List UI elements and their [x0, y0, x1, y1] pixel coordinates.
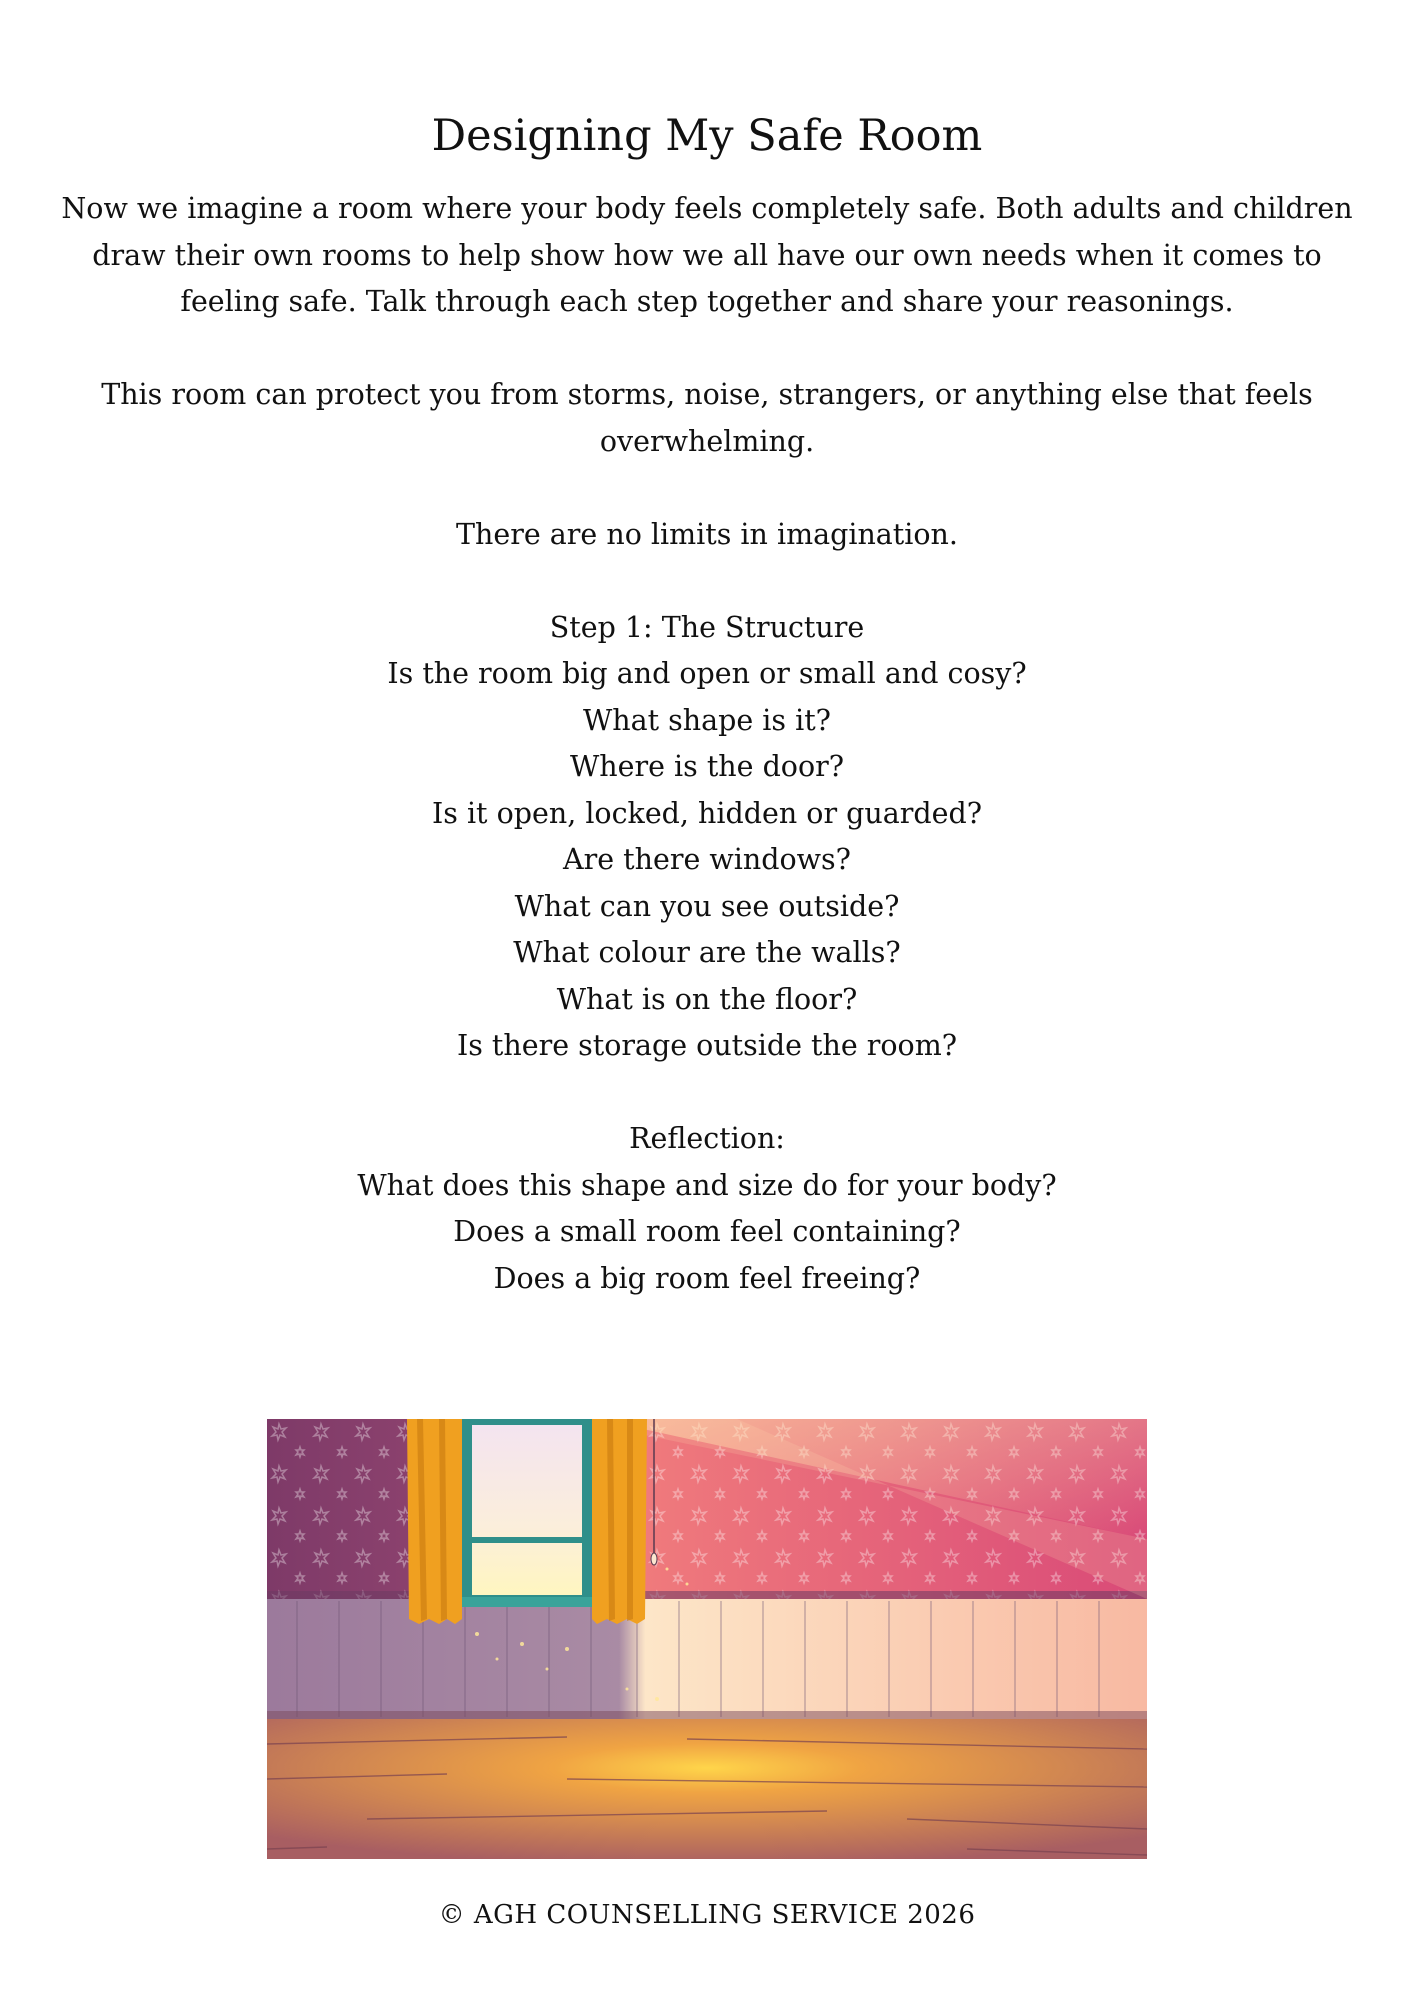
document-body [60, 186, 1354, 1302]
step1-question: What colour are the walls? [513, 936, 901, 969]
room-illustration-svg [267, 1419, 1147, 1859]
reflection-question: Does a small room feel containing? [453, 1215, 961, 1248]
empty-room-illustration [267, 1419, 1147, 1859]
reflection-question: What does this shape and size do for your body? [357, 1168, 1057, 1202]
step1-question: Are there windows? [563, 843, 851, 876]
reflection-question: Does a big room feel freeing? [493, 1261, 921, 1295]
step1-question: Is the room big and open or small and cosy? [387, 657, 1027, 690]
step1-heading: Step 1: The Structure [549, 610, 865, 644]
spacer [60, 326, 1354, 373]
page-title: Designing My Safe Room [431, 111, 983, 161]
step1-question: Is it open, locked, hidden or guarded? [432, 796, 982, 830]
step1-question: What can you see outside? [514, 889, 900, 923]
step1-question: Is there storage outside the room? [456, 1029, 958, 1062]
spacer [60, 465, 1354, 512]
step1-question: Where is the door? [569, 750, 845, 783]
spacer [60, 1070, 1354, 1117]
step1-question: What shape is it? [583, 703, 831, 737]
step1-question: What is on the floor? [556, 982, 858, 1016]
reflection-heading: Reflection: [629, 1122, 785, 1155]
intro-paragraph: Now we imagine a room where your body feels completely safe. Both adults and children draw their own rooms to help show how we all have our own needs when it comes to feeling safe. Talk through each step together and share your reasonings. [61, 192, 1353, 318]
spacer [60, 558, 1354, 605]
copyright-footer: © AGH COUNSELLING SERVICE 2026 [438, 1900, 976, 1930]
protect-paragraph: This room can protect you from storms, noise, strangers, or anything else that feels overwhelming. [101, 378, 1313, 458]
limits-paragraph: There are no limits in imagination. [456, 517, 958, 551]
